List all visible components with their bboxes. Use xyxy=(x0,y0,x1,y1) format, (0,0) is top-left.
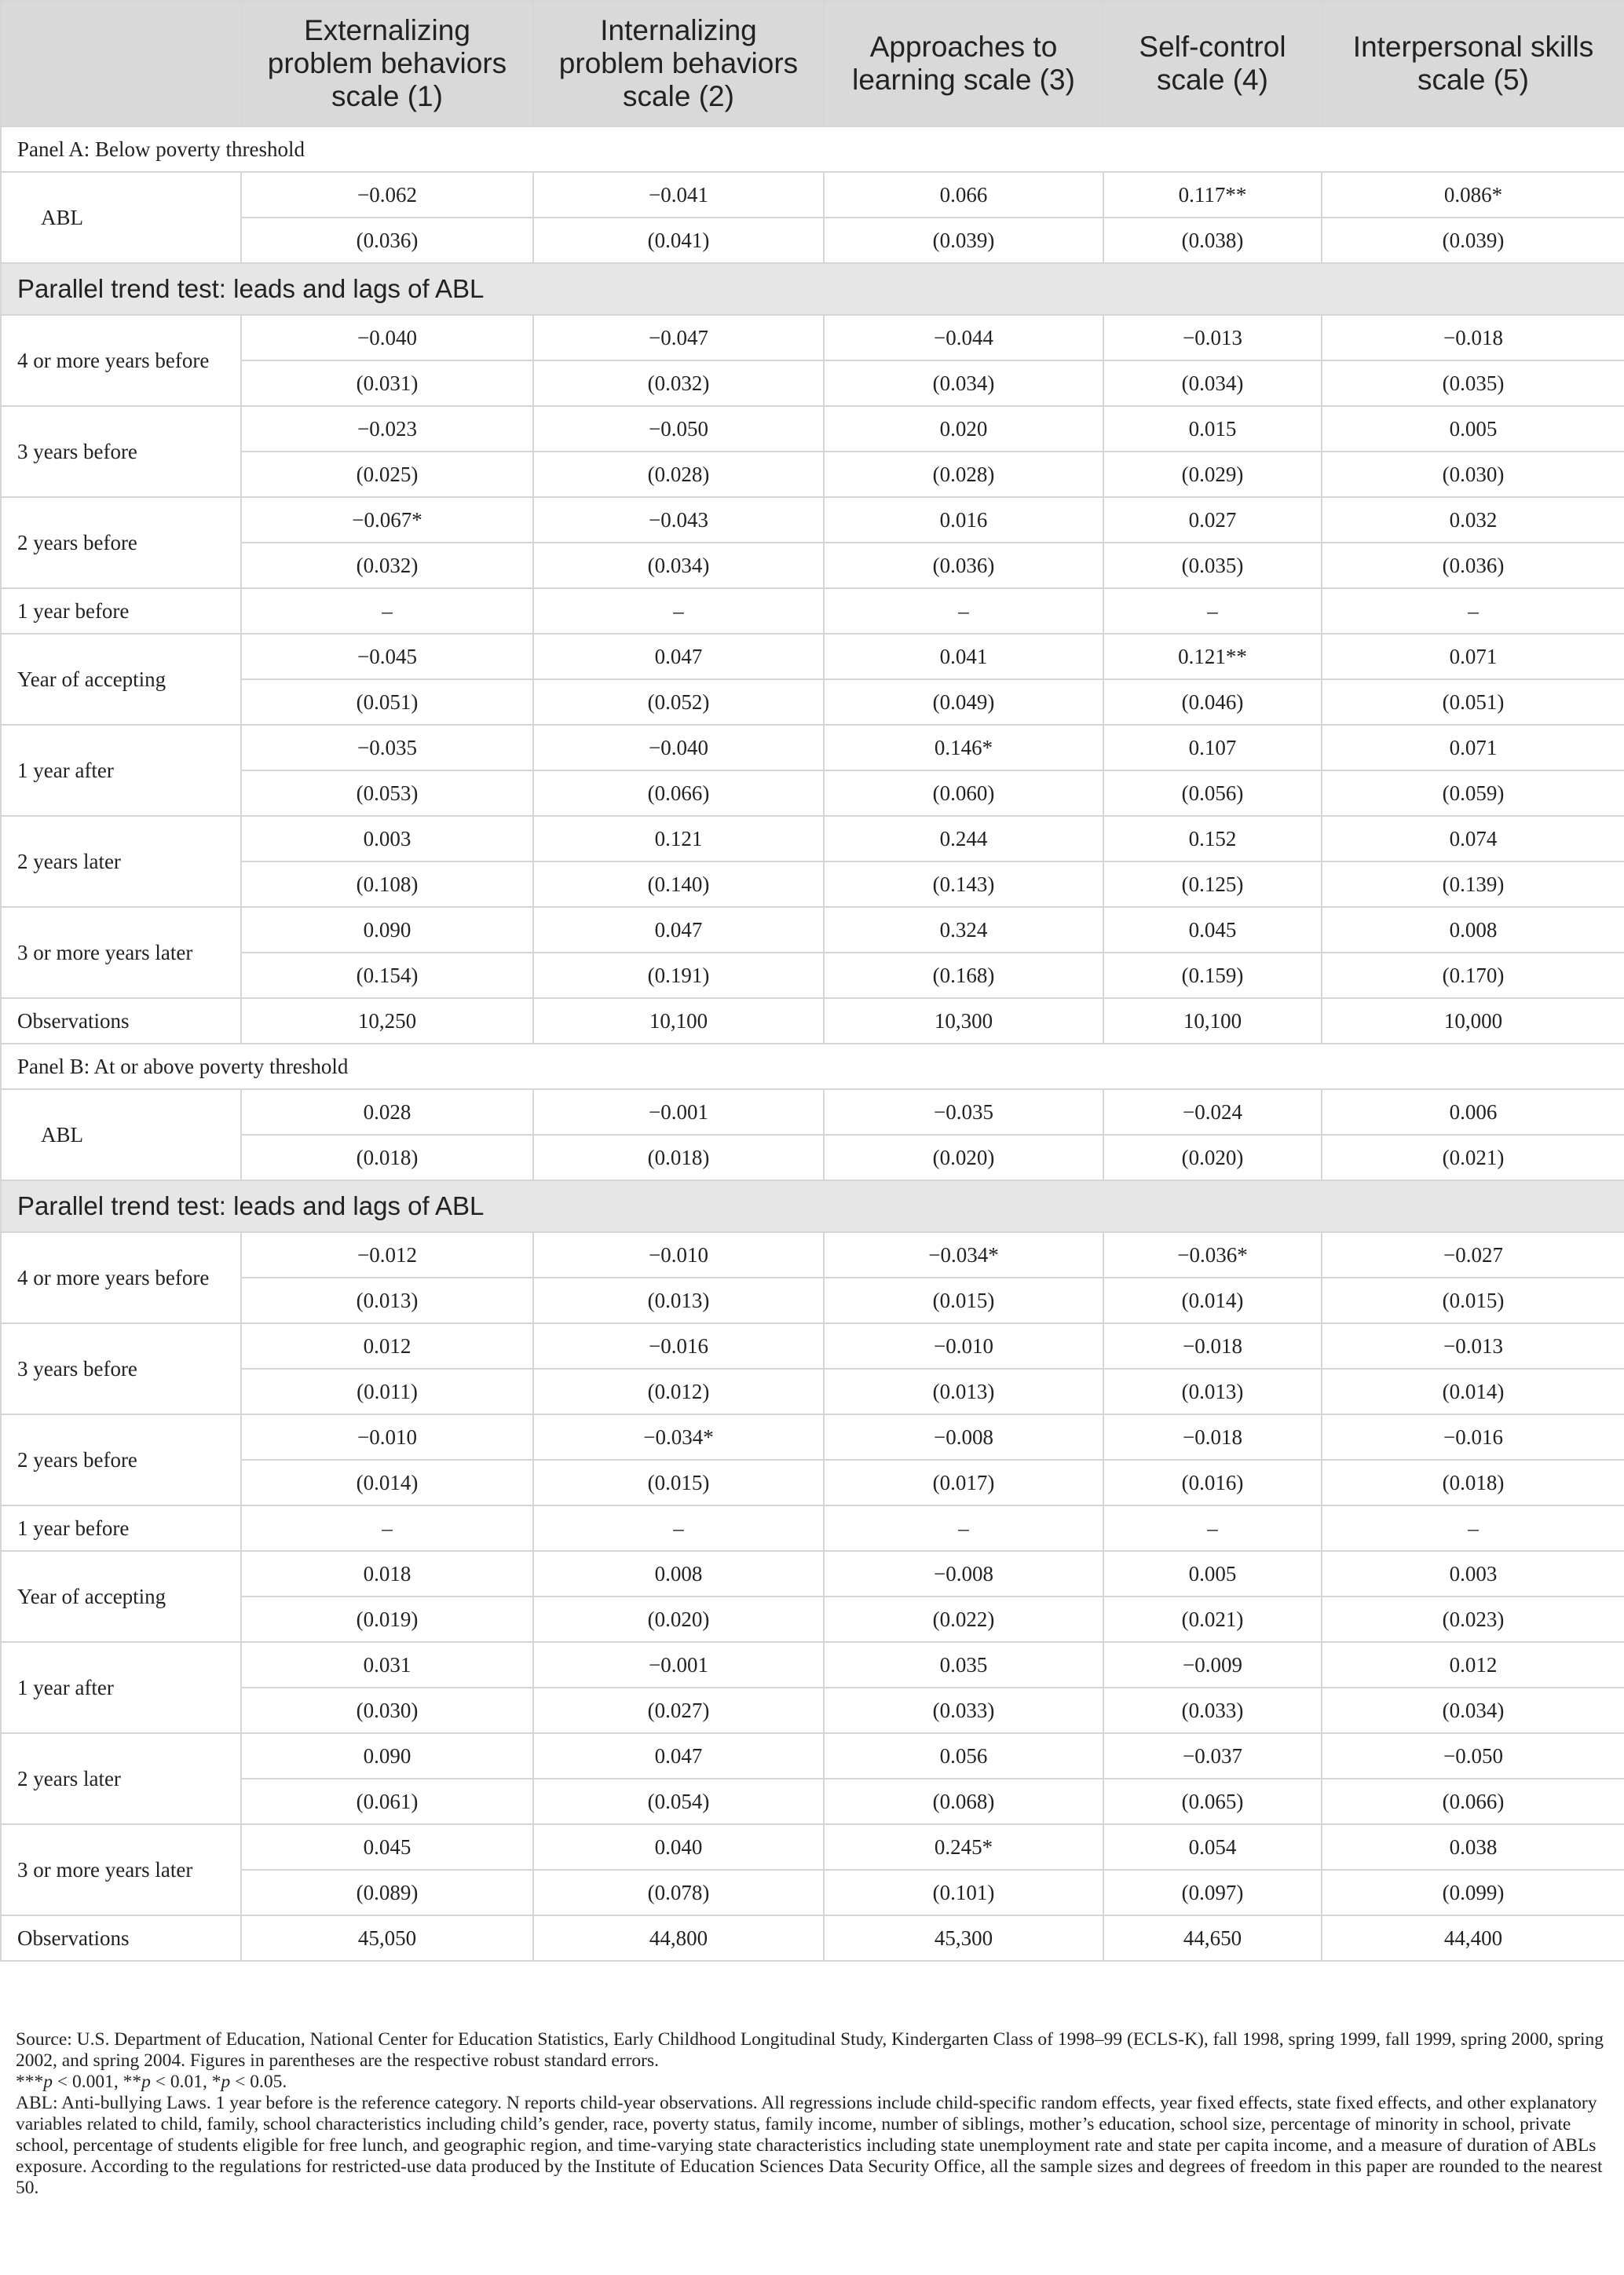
column-header xyxy=(241,1,533,126)
coefficient-cell: 0.032 xyxy=(1322,497,1624,543)
standard-error-cell: (0.018) xyxy=(241,1135,533,1180)
coefficient-cell: −0.036* xyxy=(1103,1232,1322,1278)
standard-error-cell: (0.159) xyxy=(1103,953,1322,998)
standard-error-cell: (0.038) xyxy=(1103,218,1322,263)
coefficient-cell: −0.010 xyxy=(533,1232,824,1278)
coefficient-cell: −0.016 xyxy=(1322,1414,1624,1460)
coefficient-cell: 0.090 xyxy=(241,907,533,953)
standard-error-cell: (0.021) xyxy=(1103,1597,1322,1642)
coefficient-cell: −0.013 xyxy=(1322,1323,1624,1369)
coefficient-cell: 44,800 xyxy=(533,1915,824,1961)
section-heading: Parallel trend test: leads and lags of ABL xyxy=(1,1180,1624,1232)
table-row xyxy=(1,861,1624,907)
row-label: 1 year after xyxy=(1,1642,241,1733)
standard-error-cell: (0.013) xyxy=(241,1278,533,1323)
source-note: Source: U.S. Department of Education, National Center for Education Statistics, Early Childhood Longitudinal Study, Kindergarten Class of 1998–99 (ECLS-K), fall 1998, spring 1999, fall 1999, spring 2000, spring 2002, and spring 2004. Figures in parentheses are the respective robust standard errors. xyxy=(16,2029,1604,2071)
standard-error-cell: (0.034) xyxy=(1103,360,1322,406)
coefficient-cell: −0.040 xyxy=(533,725,824,770)
coefficient-cell: 0.031 xyxy=(241,1642,533,1688)
column-header-line: problem behaviors xyxy=(558,47,799,79)
coefficient-cell: 0.066 xyxy=(824,172,1103,218)
table-row xyxy=(1,998,1624,1044)
table-row xyxy=(1,1915,1624,1961)
coefficient-cell: −0.034* xyxy=(824,1232,1103,1278)
standard-error-cell: (0.097) xyxy=(1103,1870,1322,1915)
coefficient-cell: 10,250 xyxy=(241,998,533,1044)
standard-error-cell: (0.168) xyxy=(824,953,1103,998)
standard-error-cell: (0.036) xyxy=(241,218,533,263)
coefficient-cell: −0.035 xyxy=(824,1089,1103,1135)
row-label: 4 or more years before xyxy=(1,1232,241,1323)
standard-error-cell: (0.191) xyxy=(533,953,824,998)
standard-error-cell: (0.013) xyxy=(824,1369,1103,1414)
coefficient-cell: −0.050 xyxy=(533,406,824,452)
standard-error-cell: (0.049) xyxy=(824,679,1103,725)
row-label: 3 years before xyxy=(1,1323,241,1414)
table-row xyxy=(1,634,1624,679)
coefficient-cell: 0.245* xyxy=(824,1824,1103,1870)
table-row xyxy=(1,1323,1624,1369)
coefficient-cell: 45,050 xyxy=(241,1915,533,1961)
coefficient-cell: – xyxy=(1103,588,1322,634)
standard-error-cell: (0.046) xyxy=(1103,679,1322,725)
table-row xyxy=(1,315,1624,360)
standard-error-cell: (0.036) xyxy=(824,543,1103,588)
standard-error-cell: (0.078) xyxy=(533,1870,824,1915)
coefficient-cell: – xyxy=(533,588,824,634)
column-header xyxy=(533,1,824,126)
standard-error-cell: (0.052) xyxy=(533,679,824,725)
coefficient-cell: −0.047 xyxy=(533,315,824,360)
row-label: 3 or more years later xyxy=(1,907,241,998)
standard-error-cell: (0.014) xyxy=(241,1460,533,1505)
coefficient-cell: −0.008 xyxy=(824,1551,1103,1597)
table-row xyxy=(1,1870,1624,1915)
standard-error-cell: (0.018) xyxy=(533,1135,824,1180)
table-row xyxy=(1,1551,1624,1597)
coefficient-cell: 44,650 xyxy=(1103,1915,1322,1961)
standard-error-cell: (0.125) xyxy=(1103,861,1322,907)
table-body xyxy=(1,126,1624,1961)
standard-error-cell: (0.054) xyxy=(533,1779,824,1824)
table-row xyxy=(1,1089,1624,1135)
standard-error-cell: (0.034) xyxy=(533,543,824,588)
significance-note: ***p < 0.001, **p < 0.01, *p < 0.05. xyxy=(16,2072,287,2092)
coefficient-cell: −0.050 xyxy=(1322,1733,1624,1779)
coefficient-cell: −0.024 xyxy=(1103,1089,1322,1135)
coefficient-cell: 0.027 xyxy=(1103,497,1322,543)
standard-error-cell: (0.101) xyxy=(824,1870,1103,1915)
standard-error-cell: (0.015) xyxy=(1322,1278,1624,1323)
coefficient-cell: – xyxy=(241,1505,533,1551)
table-row xyxy=(1,1688,1624,1733)
row-label: Year of accepting xyxy=(1,634,241,725)
standard-error-cell: (0.011) xyxy=(241,1369,533,1414)
panel-title: Panel A: Below poverty threshold xyxy=(1,126,1624,172)
header-corner xyxy=(1,1,241,126)
standard-error-cell: (0.108) xyxy=(241,861,533,907)
section-heading-row xyxy=(1,263,1624,315)
standard-error-cell: (0.068) xyxy=(824,1779,1103,1824)
table-row xyxy=(1,452,1624,497)
coefficient-cell: 0.038 xyxy=(1322,1824,1624,1870)
standard-error-cell: (0.017) xyxy=(824,1460,1103,1505)
standard-error-cell: (0.060) xyxy=(824,770,1103,816)
standard-error-cell: (0.051) xyxy=(241,679,533,725)
panel-title-row xyxy=(1,126,1624,172)
standard-error-cell: (0.143) xyxy=(824,861,1103,907)
panel-title: Panel B: At or above poverty threshold xyxy=(1,1044,1624,1089)
row-label: 2 years later xyxy=(1,816,241,907)
coefficient-cell: – xyxy=(1322,1505,1624,1551)
coefficient-cell: −0.013 xyxy=(1103,315,1322,360)
coefficient-cell: 45,300 xyxy=(824,1915,1103,1961)
standard-error-cell: (0.033) xyxy=(1103,1688,1322,1733)
coefficient-cell: 0.035 xyxy=(824,1642,1103,1688)
coefficient-cell: 10,300 xyxy=(824,998,1103,1044)
coefficient-cell: −0.062 xyxy=(241,172,533,218)
coefficient-cell: – xyxy=(1322,588,1624,634)
coefficient-cell: 0.008 xyxy=(533,1551,824,1597)
standard-error-cell: (0.022) xyxy=(824,1597,1103,1642)
standard-error-cell: (0.013) xyxy=(533,1278,824,1323)
coefficient-cell: 0.071 xyxy=(1322,634,1624,679)
column-header-line: Interpersonal skills xyxy=(1352,31,1594,63)
coefficient-cell: −0.001 xyxy=(533,1089,824,1135)
coefficient-cell: – xyxy=(241,588,533,634)
coefficient-cell: −0.008 xyxy=(824,1414,1103,1460)
table-row xyxy=(1,360,1624,406)
table-row xyxy=(1,1460,1624,1505)
standard-error-cell: (0.013) xyxy=(1103,1369,1322,1414)
coefficient-cell: −0.016 xyxy=(533,1323,824,1369)
coefficient-cell: −0.067* xyxy=(241,497,533,543)
table-row xyxy=(1,725,1624,770)
table-row xyxy=(1,406,1624,452)
row-label: 3 or more years later xyxy=(1,1824,241,1915)
column-header xyxy=(1103,1,1322,126)
coefficient-cell: 0.015 xyxy=(1103,406,1322,452)
coefficient-cell: 0.056 xyxy=(824,1733,1103,1779)
row-label: ABL xyxy=(1,172,241,263)
coefficient-cell: 0.040 xyxy=(533,1824,824,1870)
table-row xyxy=(1,543,1624,588)
standard-error-cell: (0.035) xyxy=(1103,543,1322,588)
standard-error-cell: (0.020) xyxy=(1103,1135,1322,1180)
coefficient-cell: 0.005 xyxy=(1103,1551,1322,1597)
coefficient-cell: −0.012 xyxy=(241,1232,533,1278)
standard-error-cell: (0.139) xyxy=(1322,861,1624,907)
coefficient-cell: −0.010 xyxy=(241,1414,533,1460)
coefficient-cell: 0.006 xyxy=(1322,1089,1624,1135)
row-label: 1 year before xyxy=(1,588,241,634)
coefficient-cell: 0.152 xyxy=(1103,816,1322,861)
standard-error-cell: (0.041) xyxy=(533,218,824,263)
coefficient-cell: 0.003 xyxy=(241,816,533,861)
coefficient-cell: 0.146* xyxy=(824,725,1103,770)
coefficient-cell: 0.012 xyxy=(1322,1642,1624,1688)
coefficient-cell: 0.086* xyxy=(1322,172,1624,218)
coefficient-cell: −0.034* xyxy=(533,1414,824,1460)
standard-error-cell: (0.170) xyxy=(1322,953,1624,998)
column-header-line: problem behaviors xyxy=(267,47,507,79)
standard-error-cell: (0.016) xyxy=(1103,1460,1322,1505)
coefficient-cell: 0.016 xyxy=(824,497,1103,543)
coefficient-cell: 0.003 xyxy=(1322,1551,1624,1597)
column-header-line: learning scale (3) xyxy=(852,64,1075,96)
table-row xyxy=(1,1369,1624,1414)
column-header xyxy=(824,1,1103,126)
coefficient-cell: −0.010 xyxy=(824,1323,1103,1369)
standard-error-cell: (0.065) xyxy=(1103,1779,1322,1824)
standard-error-cell: (0.034) xyxy=(824,360,1103,406)
standard-error-cell: (0.066) xyxy=(533,770,824,816)
column-header xyxy=(1322,1,1624,126)
coefficient-cell: 0.012 xyxy=(241,1323,533,1369)
coefficient-cell: 0.020 xyxy=(824,406,1103,452)
standard-error-cell: (0.015) xyxy=(824,1278,1103,1323)
coefficient-cell: 0.045 xyxy=(241,1824,533,1870)
table-row xyxy=(1,816,1624,861)
standard-error-cell: (0.019) xyxy=(241,1597,533,1642)
row-label: Observations xyxy=(1,1915,241,1961)
standard-error-cell: (0.028) xyxy=(824,452,1103,497)
table-row xyxy=(1,1733,1624,1779)
coefficient-cell: −0.018 xyxy=(1103,1414,1322,1460)
coefficient-cell: −0.041 xyxy=(533,172,824,218)
coefficient-cell: 0.090 xyxy=(241,1733,533,1779)
coefficient-cell: −0.023 xyxy=(241,406,533,452)
coefficient-cell: −0.018 xyxy=(1322,315,1624,360)
row-label: 4 or more years before xyxy=(1,315,241,406)
standard-error-cell: (0.039) xyxy=(1322,218,1624,263)
standard-error-cell: (0.099) xyxy=(1322,1870,1624,1915)
column-header-line: scale (4) xyxy=(1157,64,1268,96)
coefficient-cell: 0.244 xyxy=(824,816,1103,861)
standard-error-cell: (0.025) xyxy=(241,452,533,497)
standard-error-cell: (0.140) xyxy=(533,861,824,907)
table-row xyxy=(1,1779,1624,1824)
row-label: Observations xyxy=(1,998,241,1044)
standard-error-cell: (0.059) xyxy=(1322,770,1624,816)
coefficient-cell: −0.035 xyxy=(241,725,533,770)
coefficient-cell: 10,100 xyxy=(533,998,824,1044)
coefficient-cell: 0.121 xyxy=(533,816,824,861)
coefficient-cell: 10,000 xyxy=(1322,998,1624,1044)
coefficient-cell: 44,400 xyxy=(1322,1915,1624,1961)
table-row xyxy=(1,1824,1624,1870)
coefficient-cell: 0.074 xyxy=(1322,816,1624,861)
abl-note: ABL: Anti-bullying Laws. 1 year before is the reference category. N reports child-year observations. All regressions include child-specific random effects, year fixed effects, state fixed effects, and other explanatory variables related to child, family, school characteristics including child’s gender, race, poverty status, family income, number of siblings, mother’s education, school size, percentage of minority in school, private school, percentage of students eligible for free lunch, and geographic region, and time-varying state characteristics including state unemployment rate and state per capita income, and a measure of duration of ABLs exposure. According to the regulations for restricted-use data produced by the Institute of Education Sciences Data Security Office, all the sample sizes and degrees of freedom in this paper are rounded to the nearest 50. xyxy=(16,2093,1603,2198)
table-row xyxy=(1,218,1624,263)
coefficient-cell: – xyxy=(824,1505,1103,1551)
standard-error-cell: (0.053) xyxy=(241,770,533,816)
column-header-line: scale (2) xyxy=(623,80,734,112)
coefficient-cell: −0.037 xyxy=(1103,1733,1322,1779)
column-header-line: Externalizing xyxy=(304,14,470,46)
column-header-line: scale (5) xyxy=(1417,64,1529,96)
standard-error-cell: (0.030) xyxy=(241,1688,533,1733)
standard-error-cell: (0.032) xyxy=(241,543,533,588)
standard-error-cell: (0.020) xyxy=(824,1135,1103,1180)
standard-error-cell: (0.034) xyxy=(1322,1688,1624,1733)
section-heading: Parallel trend test: leads and lags of ABL xyxy=(1,263,1624,315)
standard-error-cell: (0.015) xyxy=(533,1460,824,1505)
coefficient-cell: −0.040 xyxy=(241,315,533,360)
standard-error-cell: (0.014) xyxy=(1103,1278,1322,1323)
table-row xyxy=(1,1232,1624,1278)
standard-error-cell: (0.036) xyxy=(1322,543,1624,588)
table-notes xyxy=(16,2029,1610,2199)
column-header-line: scale (1) xyxy=(331,80,443,112)
table-row xyxy=(1,770,1624,816)
table-row xyxy=(1,1597,1624,1642)
standard-error-cell: (0.051) xyxy=(1322,679,1624,725)
standard-error-cell: (0.023) xyxy=(1322,1597,1624,1642)
standard-error-cell: (0.035) xyxy=(1322,360,1624,406)
coefficient-cell: – xyxy=(1103,1505,1322,1551)
coefficient-cell: −0.045 xyxy=(241,634,533,679)
coefficient-cell: 0.008 xyxy=(1322,907,1624,953)
table-row xyxy=(1,1505,1624,1551)
row-label: 1 year before xyxy=(1,1505,241,1551)
coefficient-cell: −0.001 xyxy=(533,1642,824,1688)
coefficient-cell: 0.107 xyxy=(1103,725,1322,770)
coefficient-cell: 0.005 xyxy=(1322,406,1624,452)
standard-error-cell: (0.020) xyxy=(533,1597,824,1642)
table-row xyxy=(1,953,1624,998)
row-label: 3 years before xyxy=(1,406,241,497)
coefficient-cell: 0.047 xyxy=(533,1733,824,1779)
coefficient-cell: −0.043 xyxy=(533,497,824,543)
coefficient-cell: −0.044 xyxy=(824,315,1103,360)
header-row xyxy=(1,1,1624,126)
coefficient-cell: – xyxy=(533,1505,824,1551)
coefficient-cell: −0.018 xyxy=(1103,1323,1322,1369)
column-header-line: Internalizing xyxy=(600,14,757,46)
row-label: 2 years later xyxy=(1,1733,241,1824)
standard-error-cell: (0.061) xyxy=(241,1779,533,1824)
table-row xyxy=(1,1642,1624,1688)
table-row xyxy=(1,1135,1624,1180)
coefficient-cell: 0.047 xyxy=(533,634,824,679)
coefficient-cell: 0.018 xyxy=(241,1551,533,1597)
row-label: ABL xyxy=(1,1089,241,1180)
coefficient-cell: 0.324 xyxy=(824,907,1103,953)
coefficient-cell: 0.071 xyxy=(1322,725,1624,770)
standard-error-cell: (0.029) xyxy=(1103,452,1322,497)
coefficient-cell: −0.027 xyxy=(1322,1232,1624,1278)
row-label: Year of accepting xyxy=(1,1551,241,1642)
column-header-line: Approaches to xyxy=(869,31,1058,63)
standard-error-cell: (0.021) xyxy=(1322,1135,1624,1180)
coefficient-cell: 0.121** xyxy=(1103,634,1322,679)
coefficient-cell: 0.117** xyxy=(1103,172,1322,218)
table-row xyxy=(1,588,1624,634)
row-label: 2 years before xyxy=(1,497,241,588)
standard-error-cell: (0.039) xyxy=(824,218,1103,263)
standard-error-cell: (0.032) xyxy=(533,360,824,406)
table-row xyxy=(1,497,1624,543)
table-row xyxy=(1,172,1624,218)
standard-error-cell: (0.027) xyxy=(533,1688,824,1733)
standard-error-cell: (0.014) xyxy=(1322,1369,1624,1414)
coefficient-cell: 10,100 xyxy=(1103,998,1322,1044)
table-row xyxy=(1,1414,1624,1460)
coefficient-cell: 0.041 xyxy=(824,634,1103,679)
coefficient-cell: 0.028 xyxy=(241,1089,533,1135)
standard-error-cell: (0.030) xyxy=(1322,452,1624,497)
panel-title-row xyxy=(1,1044,1624,1089)
standard-error-cell: (0.031) xyxy=(241,360,533,406)
standard-error-cell: (0.018) xyxy=(1322,1460,1624,1505)
standard-error-cell: (0.028) xyxy=(533,452,824,497)
table-row xyxy=(1,679,1624,725)
row-label: 2 years before xyxy=(1,1414,241,1505)
section-heading-row xyxy=(1,1180,1624,1232)
table-row xyxy=(1,907,1624,953)
standard-error-cell: (0.056) xyxy=(1103,770,1322,816)
column-header-line: Self-control xyxy=(1139,31,1286,63)
row-label: 1 year after xyxy=(1,725,241,816)
coefficient-cell: – xyxy=(824,588,1103,634)
coefficient-cell: 0.045 xyxy=(1103,907,1322,953)
standard-error-cell: (0.066) xyxy=(1322,1779,1624,1824)
standard-error-cell: (0.012) xyxy=(533,1369,824,1414)
standard-error-cell: (0.033) xyxy=(824,1688,1103,1733)
standard-error-cell: (0.089) xyxy=(241,1870,533,1915)
coefficient-cell: 0.047 xyxy=(533,907,824,953)
standard-error-cell: (0.154) xyxy=(241,953,533,998)
coefficient-cell: 0.054 xyxy=(1103,1824,1322,1870)
table-row xyxy=(1,1278,1624,1323)
coefficient-cell: −0.009 xyxy=(1103,1642,1322,1688)
